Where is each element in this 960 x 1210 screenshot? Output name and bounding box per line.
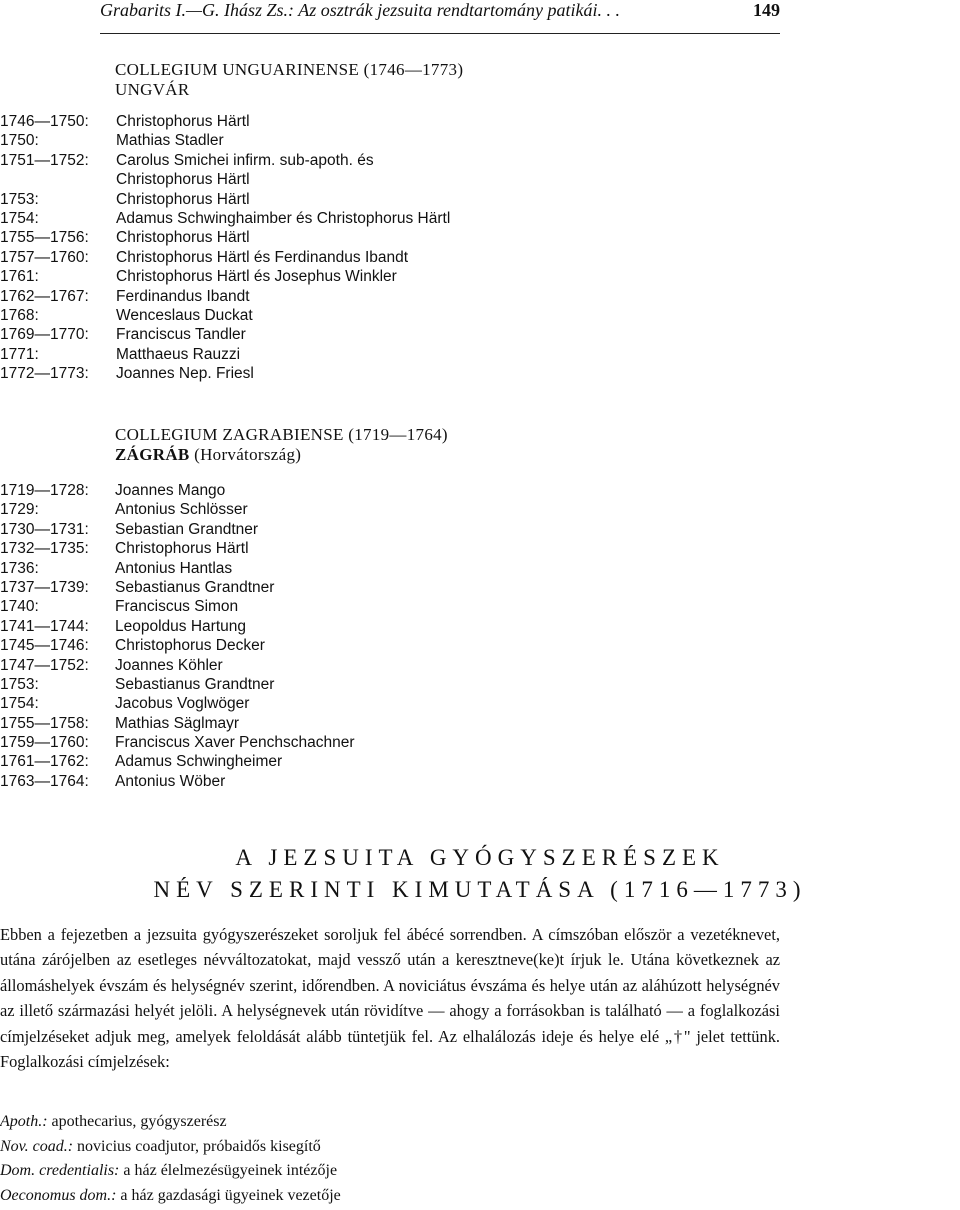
entry-names: Matthaeus Rauzzi xyxy=(116,345,241,363)
abbreviation-list xyxy=(0,1110,341,1208)
abbreviation-entry xyxy=(0,1110,341,1135)
running-header xyxy=(100,0,780,24)
entry-names: Sebastianus Grandtner xyxy=(115,578,275,596)
entry-years: 1772—1773: xyxy=(0,365,89,383)
entry-years: 1746—1750: xyxy=(0,113,89,130)
entry-names: Christophorus Härtl xyxy=(116,229,250,247)
entry-names: Joannes Köhler xyxy=(115,656,223,674)
abbreviation-term: Apoth.: xyxy=(0,1113,48,1130)
entry-years: 1771: xyxy=(0,345,39,363)
entry-names: Joannes Mango xyxy=(115,482,226,499)
entry-years: 1754: xyxy=(0,695,39,713)
entry-years: 1759—1760: xyxy=(0,734,89,752)
entry-years: 1762—1767: xyxy=(0,287,89,305)
entry-years: 1719—1728: xyxy=(0,482,89,499)
abbreviation-meaning: a ház élelmezésügyeinek intézője xyxy=(123,1162,338,1179)
entry-names: Antonius Schlösser xyxy=(115,501,248,519)
entry-years: 1754: xyxy=(0,209,39,227)
entry-names: Franciscus Simon xyxy=(115,598,239,616)
entry-years: 1761—1762: xyxy=(0,753,89,771)
abbreviation-entry xyxy=(0,1135,341,1160)
entry-names: Christophorus Härtl xyxy=(116,113,250,130)
entry-names: Franciscus Tandler xyxy=(116,326,246,344)
entry-years: 1751—1752: xyxy=(0,151,89,169)
abbreviation-meaning: apothecarius, gyógyszerész xyxy=(51,1113,227,1130)
entry-years: 1736: xyxy=(0,559,39,577)
page-number: 149 xyxy=(753,0,780,20)
entry-years: 1745—1746: xyxy=(0,637,89,655)
section-heading-zagrab xyxy=(115,425,448,465)
entry-names: Christophorus Decker xyxy=(115,637,265,655)
entry-years: 1757—1760: xyxy=(0,248,89,266)
main-title-line2: NÉV SZERINTI KIMUTATÁSA (1716—1773) xyxy=(153,877,807,902)
entry-names: Franciscus Xaver Penchschachner xyxy=(115,734,355,752)
entry-years: 1740: xyxy=(0,598,39,616)
entry-years: 1753: xyxy=(0,675,39,693)
entry-years: 1761: xyxy=(0,268,39,286)
entry-names: Sebastian Grandtner xyxy=(115,520,259,538)
entry-years: 1747—1752: xyxy=(0,656,89,674)
entry-years: 1763—1764: xyxy=(0,772,89,790)
abbreviation-term: Dom. credentialis: xyxy=(0,1162,120,1179)
entry-years: 1729: xyxy=(0,501,39,519)
entry-names: Joannes Nep. Friesl xyxy=(116,365,254,383)
abbreviation-meaning: a ház gazdasági ügyeinek vezetője xyxy=(120,1186,341,1204)
entry-names: Jacobus Voglwöger xyxy=(115,695,250,713)
entry-years: 1737—1739: xyxy=(0,578,89,596)
entry-names: Antonius Hantlas xyxy=(115,559,233,577)
entry-names: Sebastianus Grandtner xyxy=(115,675,275,693)
section-city: ZÁGRÁB xyxy=(115,445,190,464)
abbreviation-term: Oeconomus dom.: xyxy=(0,1186,117,1204)
entry-names: Adamus Schwinghaimber és Christophorus Härtl xyxy=(116,209,451,227)
entry-years: 1730—1731: xyxy=(0,520,89,538)
entry-years: 1732—1735: xyxy=(0,540,89,558)
running-title: Grabarits I.—G. Ihász Zs.: Az osztrák jezsuita rendtartomány patikái. . . xyxy=(100,0,621,20)
entry-names: Carolus Smichei infirm. sub-apoth. és xyxy=(116,151,374,169)
entry-years: 1753: xyxy=(0,190,39,208)
section-country: (Horvátország) xyxy=(194,445,302,464)
section-heading-ungvar xyxy=(115,60,463,100)
entry-names: Christophorus Härtl és Josephus Winkler xyxy=(116,268,397,286)
entry-names: Mathias Säglmayr xyxy=(115,714,240,732)
entry-names: Wenceslaus Duckat xyxy=(116,306,253,324)
entry-years: 1755—1758: xyxy=(0,714,89,732)
header-rule xyxy=(100,33,780,34)
abbreviation-meaning: novicius coadjutor, próbaidős kisegítő xyxy=(77,1137,321,1155)
entry-years: 1769—1770: xyxy=(0,326,89,344)
main-title-line1: A JEZSUITA GYÓGYSZERÉSZEK xyxy=(235,845,725,870)
entry-names: Christophorus Härtl xyxy=(115,540,249,558)
section-title: COLLEGIUM ZAGRABIENSE (1719—1764) xyxy=(115,425,448,444)
entry-years: 1755—1756: xyxy=(0,229,89,247)
abbreviation-entry xyxy=(0,1159,341,1184)
entry-names: Christophorus Härtl xyxy=(116,190,250,208)
abbreviation-entry xyxy=(0,1184,341,1209)
abbreviation-term: Nov. coad.: xyxy=(0,1137,74,1155)
entry-years: 1750: xyxy=(0,132,39,150)
intro-paragraph: Ebben a fejezetben a jezsuita gyógyszerészeket soroljuk fel ábécé sorrendben. A címszóban először a vezetéknevet, utána zárójelben az esetleges névváltozatokat, majd vessző után a keresztneve(ke)t írjuk le. Utána következnek az állomáshelyek évszám és helységnév szerint, időrendben. A noviciátus évszáma és helye után az aláhúzott helységnév az illető származási helyét jelöli. A helységnevek után rövidítve — ahogy a forrásokban is található — a foglalkozási címjelzéseket adjuk meg, amelyek feloldását alább tüntetjük fel. Az elhalálozás ideje és helye elé „†" jelet tettünk. Foglalkozási címjelzések: xyxy=(0,925,780,1072)
entry-names: Christophorus Härtl és Ferdinandus Ibandt xyxy=(116,248,409,266)
entry-names: Adamus Schwingheimer xyxy=(115,753,283,771)
entry-names: Ferdinandus Ibandt xyxy=(116,287,250,305)
section-title: COLLEGIUM UNGUARINENSE (1746—1773) xyxy=(115,60,464,79)
entry-names: Antonius Wöber xyxy=(115,772,226,790)
entry-names: Christophorus Härtl xyxy=(116,171,250,189)
entry-years: 1768: xyxy=(0,306,39,324)
section-city: UNGVÁR xyxy=(115,80,190,99)
entry-names: Mathias Stadler xyxy=(116,132,224,150)
entry-names: Leopoldus Hartung xyxy=(115,617,246,635)
entry-years: 1741—1744: xyxy=(0,617,89,635)
